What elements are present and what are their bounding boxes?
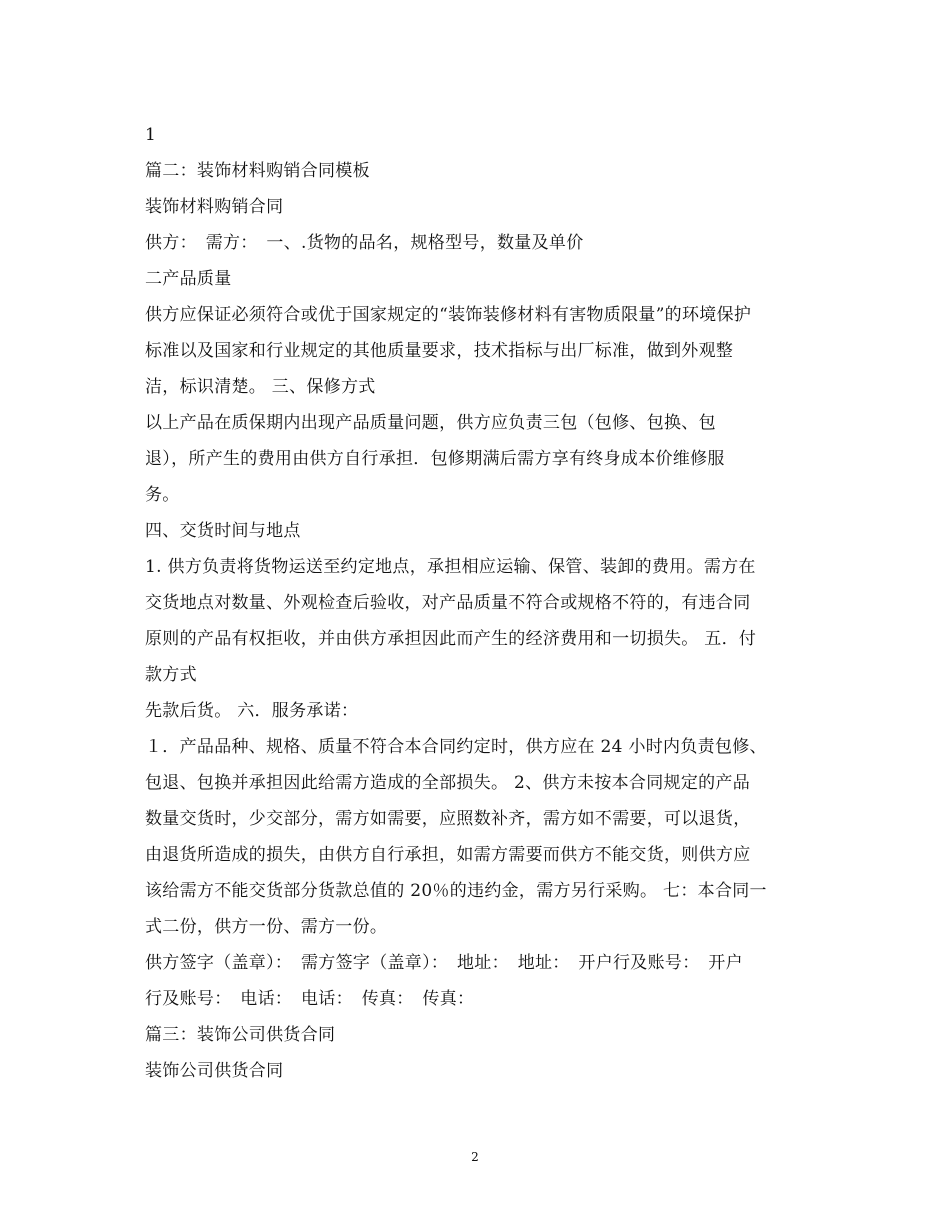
paragraph-line: 款方式 xyxy=(145,665,197,685)
document-body xyxy=(145,117,810,1089)
paragraph-line: 供方应保证必须符合或优于国家规定的“装饰装修材料有害物质限量”的环境保护 xyxy=(145,305,752,325)
paragraph-line: 由退货所造成的损失，由供方自行承担，如需方需要而供方不能交货，则供方应 xyxy=(145,845,751,865)
paragraph-line: 洁，标识清楚。 三、保修方式 xyxy=(145,377,376,397)
contract-title: 装饰材料购销合同 xyxy=(145,197,284,217)
paragraph-line: 先款后货。 六．服务承诺： xyxy=(145,701,359,721)
paragraph-line: 标准以及国家和行业规定的其他质量要求，技术指标与出厂标准，做到外观整 xyxy=(145,341,734,361)
paragraph-line: 以上产品在质保期内出现产品质量问题，供方应负责三包（包修、包换、包 xyxy=(145,413,716,433)
paragraph-line: 1. 供方负责将货物运送至约定地点，承担相应运输、保管、装卸的费用。需方在 xyxy=(145,557,756,577)
contract-title: 装饰公司供货合同 xyxy=(145,1061,284,1081)
paragraph-line: 务。 xyxy=(145,485,180,505)
signature-block-line: 行及账号： 电话： 电话： 传真： 传真： xyxy=(145,989,475,1009)
paragraph-line: 包退、包换并承担因此给需方造成的全部损失。 2、供方未按本合同规定的产品 xyxy=(145,773,751,793)
top-page-number-text: 1 xyxy=(145,125,157,145)
paragraph-line: 数量交货时，少交部分，需方如需要，应照数补齐，需方如不需要，可以退货， xyxy=(145,809,751,829)
paragraph-line: 退），所产生的费用由供方自行承担．包修期满后需方享有终身成本价维修服 xyxy=(145,449,725,469)
paragraph-line: 交货地点对数量、外观检查后验收，对产品质量不符合或规格不符的，有违合同 xyxy=(145,593,751,613)
paragraph-line: 式二份，供方一份、需方一份。 xyxy=(145,917,388,937)
section-heading-part-three: 篇三：装饰公司供货合同 xyxy=(145,1025,336,1045)
clause-heading-delivery: 四、交货时间与地点 xyxy=(145,521,301,541)
page-number: 2 xyxy=(471,1150,479,1164)
clause-heading-quality: 二产品质量 xyxy=(145,269,232,289)
signature-block-line: 供方签字（盖章）： 需方签字（盖章）： 地址： 地址： 开户行及账号： 开户 xyxy=(145,953,743,973)
paragraph-line: 原则的产品有权拒收，并由供方承担因此而产生的经济费用和一切损失。 五．付 xyxy=(145,629,757,649)
section-heading-part-two: 篇二：装饰材料购销合同模板 xyxy=(145,161,370,181)
paragraph-line: 供方： 需方： 一、.货物的品名，规格型号，数量及单价 xyxy=(145,233,584,253)
paragraph-line: １．产品品种、规格、质量不符合本合同约定时，供方应在 24 小时内负责包修、 xyxy=(145,737,767,757)
paragraph-line: 该给需方不能交货部分货款总值的 20％的违约金，需方另行采购。 七：本合同一 xyxy=(145,881,767,901)
